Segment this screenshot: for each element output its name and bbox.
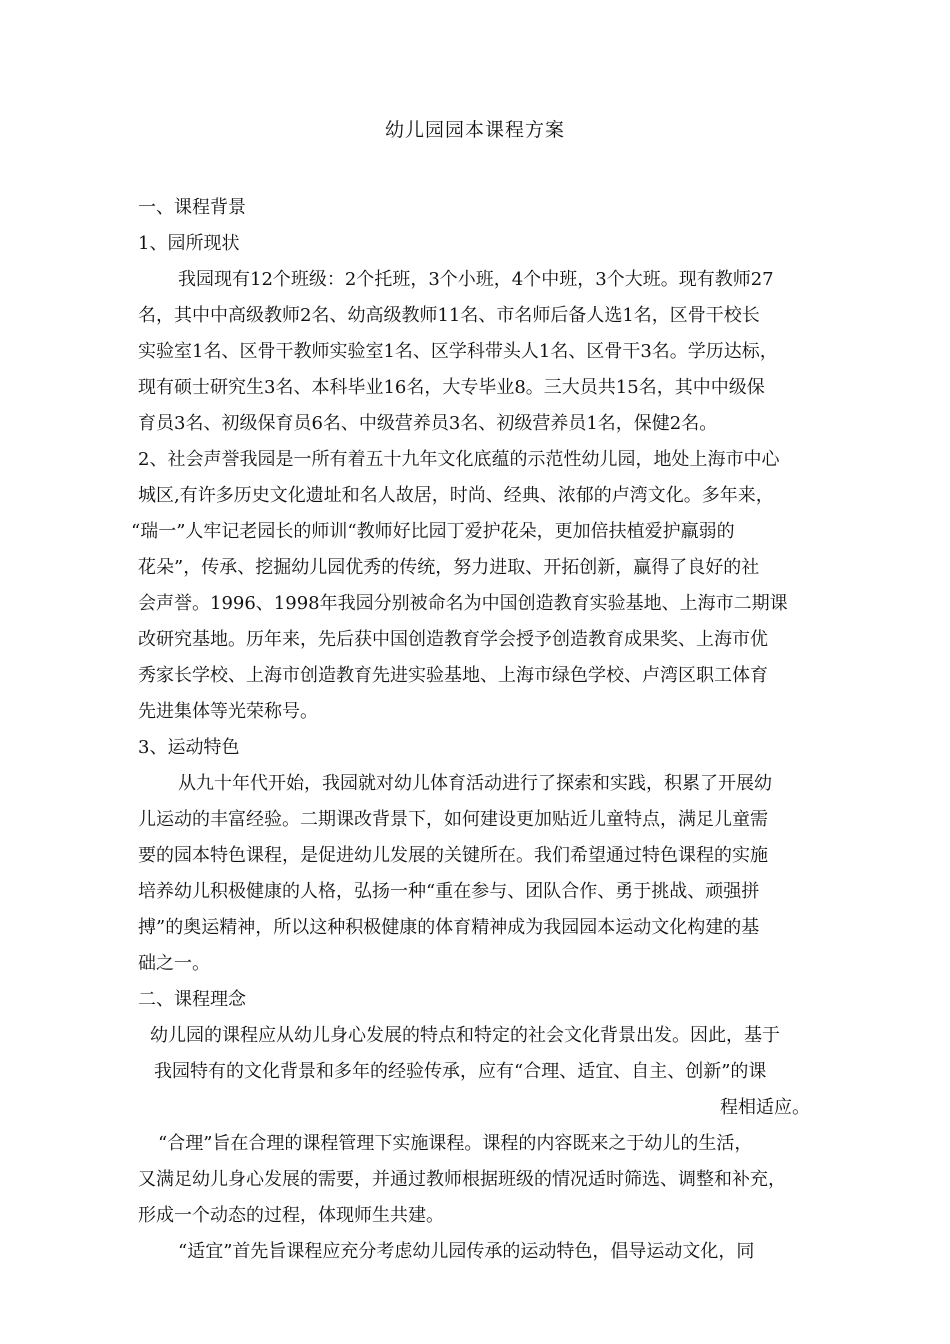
paragraph-line: 程相适应。 bbox=[720, 1097, 810, 1118]
subheading-status: 1、园所现状 bbox=[138, 233, 240, 254]
paragraph-line: 改研究基地。历年来，先后获中国创造教育学会授予创造教育成果奖、上海市优 bbox=[138, 629, 768, 650]
document-title: 幼儿园园本课程方案 bbox=[384, 119, 565, 141]
paragraph-line: 培养幼儿积极健康的人格，弘扬一种“重在参与、团队合作、勇于挑战、顽强拼 bbox=[138, 881, 760, 902]
paragraph-line: 搏”的奥运精神，所以这种积极健康的体育精神成为我园园本运动文化构建的基 bbox=[138, 917, 760, 938]
paragraph-line: 秀家长学校、上海市创造教育先进实验基地、上海市绿色学校、卢湾区职工体育 bbox=[138, 665, 768, 686]
paragraph-line: 名，其中中高级教师2名、幼高级教师11名、市名师后备人选1名，区骨干校长 bbox=[138, 305, 760, 326]
paragraph-line: 形成一个动态的过程，体现师生共建。 bbox=[138, 1205, 444, 1226]
paragraph-line: 我园现有12个班级：2个托班，3个小班，4个中班，3个大班。现有教师27 bbox=[178, 269, 774, 290]
paragraph-line: 先进集体等光荣称号。 bbox=[138, 701, 318, 722]
paragraph-line: 幼儿园的课程应从幼儿身心发展的特点和特定的社会文化背景出发。因此，基于 bbox=[150, 1025, 780, 1046]
paragraph-line: 要的园本特色课程，是促进幼儿发展的关键所在。我们希望通过特色课程的实施 bbox=[138, 845, 768, 866]
paragraph-line: “合理”旨在合理的课程管理下实施课程。课程的内容既来之于幼儿的生活， bbox=[158, 1133, 753, 1154]
section-heading-background: 一、课程背景 bbox=[138, 197, 246, 218]
paragraph-line: 花朵”，传承、挖掘幼儿园优秀的传统，努力进取、开拓创新，赢得了良好的社 bbox=[138, 557, 760, 578]
paragraph-line: 从九十年代开始，我园就对幼儿体育活动进行了探索和实践，积累了开展幼 bbox=[178, 773, 772, 794]
paragraph-line: 我园特有的文化背景和多年的经验传承，应有“合理、适宜、自主、创新”的课 bbox=[154, 1061, 767, 1082]
paragraph-line: “适宜”首先旨课程应充分考虑幼儿园传承的运动特色，倡导运动文化，同 bbox=[178, 1241, 755, 1262]
paragraph-line: 又满足幼儿身心发展的需要，并通过教师根据班级的情况适时筛选、调整和补充， bbox=[138, 1169, 786, 1190]
paragraph-line: 2、社会声誉我园是一所有着五十九年文化底蕴的示范性幼儿园，地处上海市中心 bbox=[138, 449, 780, 470]
paragraph-line: 育员3名、初级保育员6名、中级营养员3名、初级营养员1名，保健2名。 bbox=[138, 413, 718, 434]
paragraph-line: 会声誉。1996、1998年我园分别被命名为中国创造教育实验基地、上海市二期课 bbox=[138, 593, 788, 614]
paragraph-line: 儿运动的丰富经验。二期课改背景下，如何建设更加贴近儿童特点，满足儿童需 bbox=[138, 809, 768, 830]
paragraph-line: “瑞一”人牢记老园长的师训“教师好比园丁爱护花朵，更加倍扶植爱护羸弱的 bbox=[131, 521, 735, 542]
subheading-sports: 3、运动特色 bbox=[138, 737, 240, 758]
paragraph-line: 实验室1名、区骨干教师实验室1名、区学科带头人1名、区骨干3名。学历达标， bbox=[138, 341, 778, 362]
paragraph-line: 城区,有许多历史文化遗址和名人故居，时尚、经典、浓郁的卢湾文化。多年来， bbox=[138, 485, 774, 506]
paragraph-line: 础之一。 bbox=[138, 953, 210, 974]
paragraph-line: 现有硕士研究生3名、本科毕业16名，大专毕业8。三大员共15名，其中中级保 bbox=[138, 377, 765, 398]
section-heading-philosophy: 二、课程理念 bbox=[138, 989, 246, 1010]
